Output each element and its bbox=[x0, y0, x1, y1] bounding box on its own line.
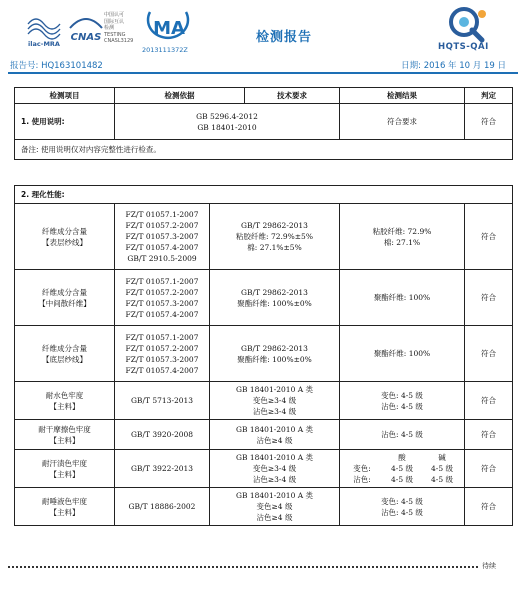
header-divider bbox=[8, 72, 518, 74]
row-requirement: GB/T 29862-2013 粘胶纤维: 72.9%±5% 棉: 27.1%±5% bbox=[210, 204, 340, 270]
row-verdict: 符合 bbox=[465, 488, 513, 526]
ilac-mra-logo bbox=[22, 10, 66, 50]
table-header-row bbox=[15, 88, 513, 104]
footer-dotted-line bbox=[8, 566, 478, 570]
report-header bbox=[0, 0, 526, 72]
row-requirement: GB 18401-2010 A 类 变色≥4 级 沾色≥4 级 bbox=[210, 488, 340, 526]
cnas-logo bbox=[66, 10, 106, 50]
header-result: 检测结果 bbox=[340, 88, 465, 104]
row-verdict: 符合 bbox=[465, 204, 513, 270]
header-test-item: 检测项目 bbox=[15, 88, 115, 104]
table-row bbox=[15, 488, 513, 526]
continue-label: 待续 bbox=[482, 562, 496, 570]
report-number: 报告号: HQ163101482 bbox=[10, 61, 103, 71]
table-row bbox=[15, 104, 513, 140]
row-verdict: 符合 bbox=[465, 104, 513, 140]
row-basis: FZ/T 01057.1-2007 FZ/T 01057.2-2007 FZ/T 01057.3-2007 FZ/T 01057.4-2007 bbox=[115, 270, 210, 326]
row-result: 聚酯纤维: 100% bbox=[340, 270, 465, 326]
row-item: 纤维成分含量 【表层纱线】 bbox=[15, 204, 115, 270]
note-text: 备注: 使用说明仅对内容完整性进行检查。 bbox=[15, 140, 513, 160]
row-verdict: 符合 bbox=[465, 382, 513, 420]
row-requirement: GB 18401-2010 A 类 变色≥3-4 级 沾色≥3-4 级 bbox=[210, 382, 340, 420]
row-requirement: GB 18401-2010 A 类 沾色≥4 级 bbox=[210, 420, 340, 450]
row-result: 符合要求 bbox=[340, 104, 465, 140]
row-requirement: GB/T 29862-2013 聚酯纤维: 100%±0% bbox=[210, 270, 340, 326]
row-result: 聚酯纤维: 100% bbox=[340, 326, 465, 382]
svg-text:ilac-MRA: ilac-MRA bbox=[28, 40, 60, 48]
row-item: 1. 使用说明: bbox=[15, 104, 115, 140]
row-verdict: 符合 bbox=[465, 450, 513, 488]
row-result: 粘胶纤维: 72.9% 棉: 27.1% bbox=[340, 204, 465, 270]
row-result: 沾色: 4-5 级 bbox=[340, 420, 465, 450]
svg-text:CNAS: CNAS bbox=[70, 32, 102, 43]
hqts-qai-label: HQTS-QAI bbox=[438, 42, 489, 52]
usage-instructions-table bbox=[14, 87, 513, 160]
row-basis: GB 5296.4-2012 GB 18401-2010 bbox=[115, 104, 340, 140]
svg-text:MA: MA bbox=[153, 18, 185, 39]
row-item: 耐唾液色牢度 【主料】 bbox=[15, 488, 115, 526]
header-requirement: 技术要求 bbox=[245, 88, 340, 104]
acid-base-grid: 酸 碱 变色: 4-5 级 4-5 级 沾色: 4-5 级 4-5 级 bbox=[353, 453, 453, 484]
physical-chemical-table bbox=[14, 185, 513, 526]
row-basis: FZ/T 01057.1-2007 FZ/T 01057.2-2007 FZ/T 01057.3-2007 FZ/T 01057.4-2007 bbox=[115, 326, 210, 382]
section-title: 2. 理化性能: bbox=[15, 186, 513, 204]
row-item: 耐汗渍色牢度 【主料】 bbox=[15, 450, 115, 488]
note-row bbox=[15, 140, 513, 160]
row-result: 变色: 4-5 级 沾色: 4-5 级 bbox=[340, 382, 465, 420]
row-basis: GB/T 3920-2008 bbox=[115, 420, 210, 450]
row-result: 变色: 4-5 级 沾色: 4-5 级 bbox=[340, 488, 465, 526]
table-row bbox=[15, 326, 513, 382]
row-result bbox=[340, 450, 465, 488]
row-verdict: 符合 bbox=[465, 270, 513, 326]
row-item: 耐干摩擦色牢度 【主料】 bbox=[15, 420, 115, 450]
row-basis: GB/T 5713-2013 bbox=[115, 382, 210, 420]
row-verdict: 符合 bbox=[465, 326, 513, 382]
hqts-qai-logo bbox=[440, 4, 496, 44]
row-item: 耐水色牢度 【主料】 bbox=[15, 382, 115, 420]
row-requirement: GB/T 29862-2013 聚酯纤维: 100%±0% bbox=[210, 326, 340, 382]
table-row bbox=[15, 270, 513, 326]
row-basis: GB/T 18886-2002 bbox=[115, 488, 210, 526]
cma-number: 2013111372Z bbox=[142, 46, 188, 54]
report-date: 日期: 2016 年 10 月 19 日 bbox=[401, 61, 506, 71]
section-title-row bbox=[15, 186, 513, 204]
page-title: 检测报告 bbox=[256, 30, 313, 45]
row-item: 纤维成分含量 【中间散纤维】 bbox=[15, 270, 115, 326]
row-verdict: 符合 bbox=[465, 420, 513, 450]
table-row bbox=[15, 382, 513, 420]
row-item: 纤维成分含量 【底层纱线】 bbox=[15, 326, 115, 382]
row-requirement: GB 18401-2010 A 类 变色≥3-4 级 沾色≥3-4 级 bbox=[210, 450, 340, 488]
header-test-basis: 检测依据 bbox=[115, 88, 245, 104]
header-verdict: 判定 bbox=[465, 88, 513, 104]
cnas-accreditation-text: 中国认可 国际互认 检测 TESTING CNASL3129 bbox=[104, 12, 134, 44]
table-row bbox=[15, 450, 513, 488]
table-row bbox=[15, 204, 513, 270]
row-basis: GB/T 3922-2013 bbox=[115, 450, 210, 488]
row-basis: FZ/T 01057.1-2007 FZ/T 01057.2-2007 FZ/T 01057.3-2007 FZ/T 01057.4-2007 GB/T 2910.5-2009 bbox=[115, 204, 210, 270]
table-row bbox=[15, 420, 513, 450]
